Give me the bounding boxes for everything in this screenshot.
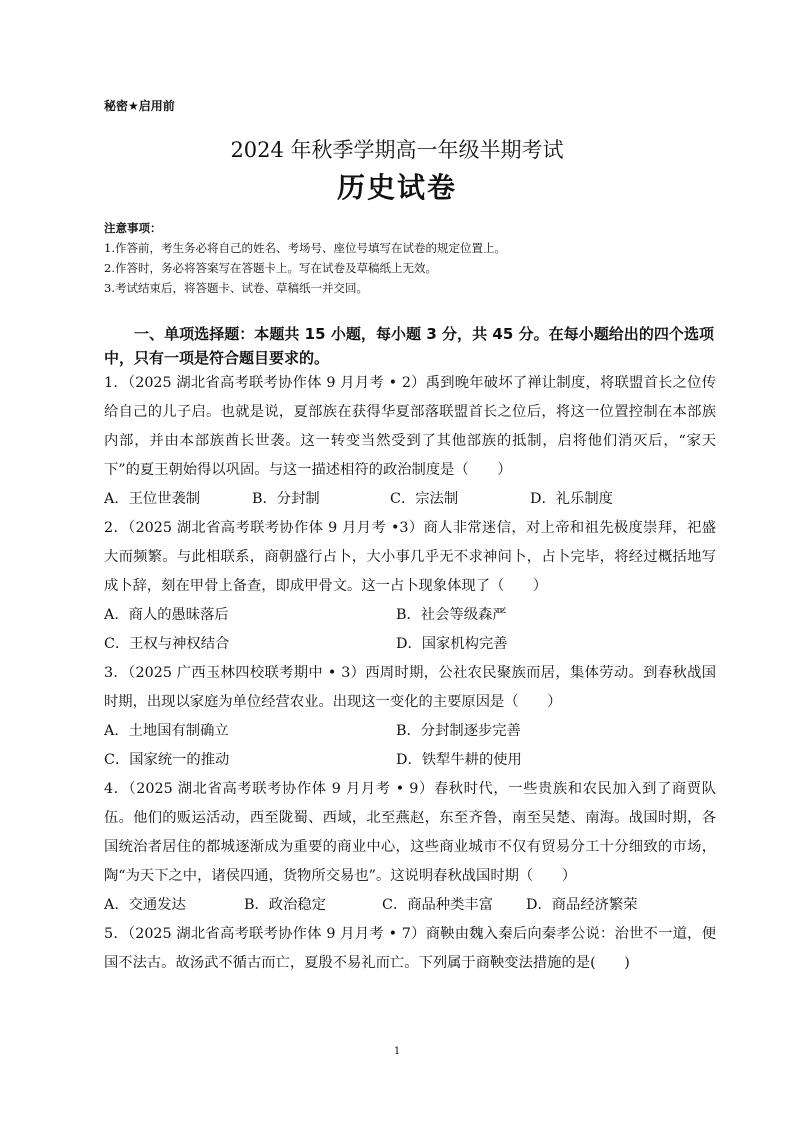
option-row (104, 601, 716, 630)
notes-item: 3.考试结束后，将答题卡、试卷、草稿纸一并交回。 (104, 281, 368, 295)
option-a: A．土地国有制确立 (104, 723, 229, 739)
option-c: C．商品种类丰富 (382, 897, 494, 913)
option-row (104, 485, 716, 514)
question-2 (104, 514, 716, 659)
option-a: A．交通发达 (104, 897, 186, 913)
option-c: C．宗法制 (390, 491, 459, 507)
question-list (104, 369, 716, 978)
option-b: B．政治稳定 (244, 897, 326, 913)
option-c: C．王权与神权结合 (104, 636, 230, 652)
question-3 (104, 659, 716, 775)
option-c: C．国家统一的推动 (104, 752, 230, 768)
option-row (104, 891, 716, 920)
notes-block (104, 218, 506, 298)
question-stem: 3．（2025 广西玉林四校联考期中 • 3）西周时期，公社农民聚族而居，集体劳动。到春秋战国时期，出现以家庭为单位经营农业。出现这一变化的主要原因是（ ） (104, 665, 716, 710)
question-1 (104, 369, 716, 514)
notes-item: 2.作答时，务必将答案写在答题卡上。写在试卷及草稿纸上无效。 (104, 261, 437, 275)
section-heading: 一、单项选择题：本题共 15 小题，每小题 3 分，共 45 分。在每小题给出的四个选项中，只有一项是符合题目要求的。 (104, 325, 714, 367)
question-stem: 4．（2025 湖北省高考联考协作体 9 月月考 • 9）春秋时代，一些贵族和农民加入到了商贾队伍。他们的贩运活动，西至陇蜀、西域，北至燕赵，东至齐鲁，南至吴楚、南海。战国时期，各国统治者居住的都城逐渐成为重要的商业中心，这些商业城市不仅有贸易分工十分细致的市场，陶“为天下之中，诸侯四通，货物所交易也”。这说明春秋战国时期（ ） (104, 781, 716, 884)
option-b: B．社会等级森严 (396, 607, 507, 623)
question-stem: 5．（2025 湖北省高考联考协作体 9 月月考 • 7）商鞅由魏入秦后向秦孝公说：治世不一道，便国不法古。故汤武不循古而亡，夏殷不易礼而亡。下列属于商鞅变法措施的是( ) (104, 926, 716, 971)
notes-heading: 注意事项： (104, 221, 162, 235)
question-5 (104, 920, 716, 978)
option-b: B．分封制逐步完善 (396, 723, 521, 739)
exam-subtitle: 历史试卷 (336, 171, 457, 204)
secret-label: 秘密★启用前 (104, 99, 175, 113)
option-a: A．王位世袭制 (104, 491, 201, 507)
option-d: D．国家机构完善 (396, 636, 508, 652)
option-d: D．商品经济繁荣 (526, 897, 638, 913)
option-row (104, 746, 716, 775)
exam-title: 2024 年秋季学期高一年级半期考试 (230, 138, 564, 162)
option-row (104, 717, 716, 746)
option-d: D．礼乐制度 (530, 491, 613, 507)
option-a: A．商人的愚昧落后 (104, 607, 229, 623)
question-4 (104, 775, 716, 920)
page-number: 1 (393, 1046, 401, 1057)
question-stem: 1．（2025 湖北省高考联考协作体 9 月月考 • 2）禹到晚年破坏了禅让制度，将联盟首长之位传给自己的儿子启。也就是说，夏部族在获得华夏部落联盟首长之位后，将这一位置控制在本部族内部，并由本部族酋长世袭。这一转变当然受到了其他部族的抵制，启将他们消灭后，“家天下”的夏王朝始得以巩固。与这一描述相符的政治制度是（ ） (104, 375, 716, 478)
option-d: D．铁犁牛耕的使用 (396, 752, 522, 768)
option-row (104, 630, 716, 659)
notes-item: 1.作答前，考生务必将自己的姓名、考场号、座位号填写在试卷的规定位置上。 (104, 241, 506, 255)
question-stem: 2．（2025 湖北省高考联考协作体 9 月月考 •3）商人非常迷信，对上帝和祖先极度崇拜，祀盛大而频繁。与此相联系，商朝盛行占卜，大小事几乎无不求神问卜，占卜完毕，将经过概括地写成卜辞，刻在甲骨上备查，即成甲骨文。这一占卜现象体现了（ ） (104, 520, 716, 594)
option-b: B．分封制 (252, 491, 320, 507)
